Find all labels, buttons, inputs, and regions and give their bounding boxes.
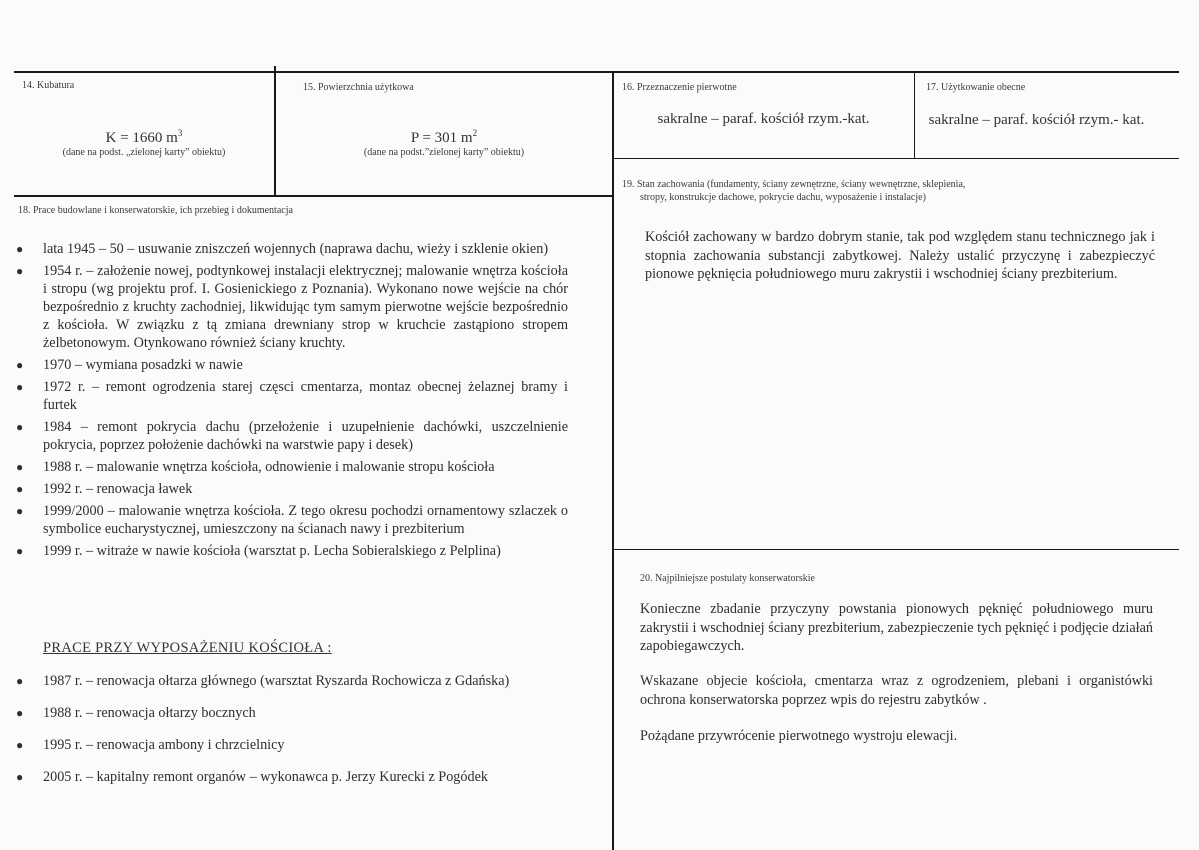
postulate-paragraph-2: Wskazane objecie kościoła, cmentarza wraz z ogrodzeniem, plebani i organistówki ochrona konserwatorska poprzez wpis do rejestru zabytków . bbox=[640, 673, 1153, 708]
list-item: ● 1995 r. – renowacja ambony i chrzcielnicy bbox=[16, 737, 285, 753]
section-15-label: 15. Powierzchnia użytkowa bbox=[303, 82, 414, 93]
bullet-icon: ● bbox=[16, 460, 24, 474]
area-unit-exponent: 2 bbox=[472, 128, 478, 138]
section-19-label-line2: stropy, konstrukcje dachowe, pokrycie dachu, wyposażenie i instalacje) bbox=[640, 192, 926, 203]
section-20-label: 20. Najpilniejsze postulaty konserwatorskie bbox=[640, 573, 815, 584]
cubature-value: K = 1660 m bbox=[105, 130, 178, 146]
bullet-icon: ● bbox=[16, 770, 24, 784]
furnishing-heading: PRACE PRZY WYPOSAŻENIU KOŚCIOŁA : bbox=[43, 640, 332, 656]
section-16-value: sakralne – paraf. kościół rzym.-kat. bbox=[657, 111, 870, 127]
list-item: ● 1987 r. – renowacja ołtarza głównego (warsztat Ryszarda Rochowicza z Gdańska) bbox=[16, 673, 510, 689]
list-item: ● 1992 r. – renowacja ławek bbox=[16, 481, 193, 497]
postulate-paragraph-1: Konieczne zbadanie przyczyny powstania pionowych pęknięć południowego muru zakrystii i wschodniej ściany prezbiterium, zabezpieczenie tych pęknięć i podjęcie działań zapobiegawczych. bbox=[640, 601, 1153, 654]
list-item: ● lata 1945 – 50 – usuwanie zniszczeń wojennych (naprawa dachu, wieży i szklenie okien) bbox=[16, 241, 549, 257]
top-rule bbox=[14, 71, 1179, 73]
section-17-value: sakralne – paraf. kościół rzym.- kat. bbox=[928, 112, 1145, 128]
construction-works-list bbox=[14, 240, 568, 564]
rule-above-20 bbox=[613, 549, 1179, 550]
bullet-icon: ● bbox=[16, 482, 24, 496]
area-note: (dane na podst.”zielonej karty” obiektu) bbox=[363, 147, 525, 158]
rule-under-16-17 bbox=[613, 158, 1179, 159]
list-item: ● 1972 r. – remont ogrodzenia starej częsci cmentarza, montaz obecnej żelaznej bramy i furtek bbox=[16, 379, 568, 413]
divider-left-right bbox=[612, 71, 614, 850]
bullet-icon: ● bbox=[16, 242, 24, 256]
bullet-icon: ● bbox=[16, 674, 24, 688]
bullet-icon: ● bbox=[16, 380, 24, 394]
section-16-label: 16. Przeznaczenie pierwotne bbox=[622, 82, 737, 93]
section-19-label-line1: 19. Stan zachowania (fundamenty, ściany zewnętrzne, ściany wewnętrzne, sklepienia, bbox=[622, 179, 966, 190]
section-14-label: 14. Kubatura bbox=[22, 80, 75, 91]
section-17-label: 17. Użytkowanie obecne bbox=[926, 82, 1026, 93]
list-item: ● 1999 r. – witraże w nawie kościoła (warsztat p. Lecha Sobieralskiego z Pelplina) bbox=[16, 543, 501, 559]
list-item: ● 1970 – wymiana posadzki w nawie bbox=[16, 357, 243, 373]
list-item: ● 2005 r. – kapitalny remont organów – wykonawca p. Jerzy Kurecki z Pogódek bbox=[16, 769, 488, 785]
section-14-cubature bbox=[14, 128, 274, 158]
list-item: ● 1984 – remont pokrycia dachu (przełożenie i uzupełnienie dachówki, uszczelnienie pokrycia, poprzez położenie dachówki na warstwie papy i desek) bbox=[16, 419, 568, 453]
list-item: ● 1988 r. – malowanie wnętrza kościoła, odnowienie i malowanie stropu kościoła bbox=[16, 459, 495, 475]
rule-under-14-15 bbox=[14, 195, 613, 197]
furnishing-works-list bbox=[14, 672, 584, 800]
bullet-icon: ● bbox=[16, 738, 24, 752]
area-value: P = 301 m bbox=[410, 130, 473, 146]
bullet-icon: ● bbox=[16, 420, 24, 434]
bullet-icon: ● bbox=[16, 504, 24, 518]
bullet-icon: ● bbox=[16, 706, 24, 720]
bullet-icon: ● bbox=[16, 264, 24, 278]
section-15-area bbox=[276, 128, 612, 158]
list-item: ● 1999/2000 – malowanie wnętrza kościoła. Z tego okresu pochodzi ornamentowy szlaczek o symbolice eucharystycznej, umieszczony na ścianach nawy i prezbiterium bbox=[16, 503, 568, 537]
cubature-note: (dane na podst. „zielonej karty” obiektu) bbox=[62, 147, 226, 158]
section-18-label: 18. Prace budowlane i konserwatorskie, ich przebieg i dokumentacja bbox=[18, 205, 293, 216]
bullet-icon: ● bbox=[16, 544, 24, 558]
list-item: ● 1988 r. – renowacja ołtarzy bocznych bbox=[16, 705, 256, 721]
bullet-icon: ● bbox=[16, 358, 24, 372]
postulate-paragraph-3: Pożądane przywrócenie pierwotnego wystroju elewacji. bbox=[640, 728, 958, 744]
list-item: ● 1954 r. – założenie nowej, podtynkowej instalacji elektrycznej; malowanie wnętrza kościoła i stropu (wg projektu prof. I. Gosienickiego z Poznania). Wykonano nowe wejście na chór bezpośrednio z kruchty zachodniej, likwidując tym samym pierwotne wejście bezpośrednio z kościoła. W związku z tą zmiana drewniany strop w kruchcie zastąpiono stropem żelbetonowym. Otynkowano również ściany kruchty. bbox=[16, 263, 568, 351]
cubature-unit-exponent: 3 bbox=[177, 128, 183, 138]
condition-text: Kościół zachowany w bardzo dobrym stanie, tak pod względem stanu technicznego jak i stopnia zachowania substancji zabytkowej. Należy ustalić przyczynę i zabezpieczyć pionowe pęknięcia południowego muru zakrystii i wschodniej ściany prezbiterium. bbox=[645, 229, 1155, 282]
